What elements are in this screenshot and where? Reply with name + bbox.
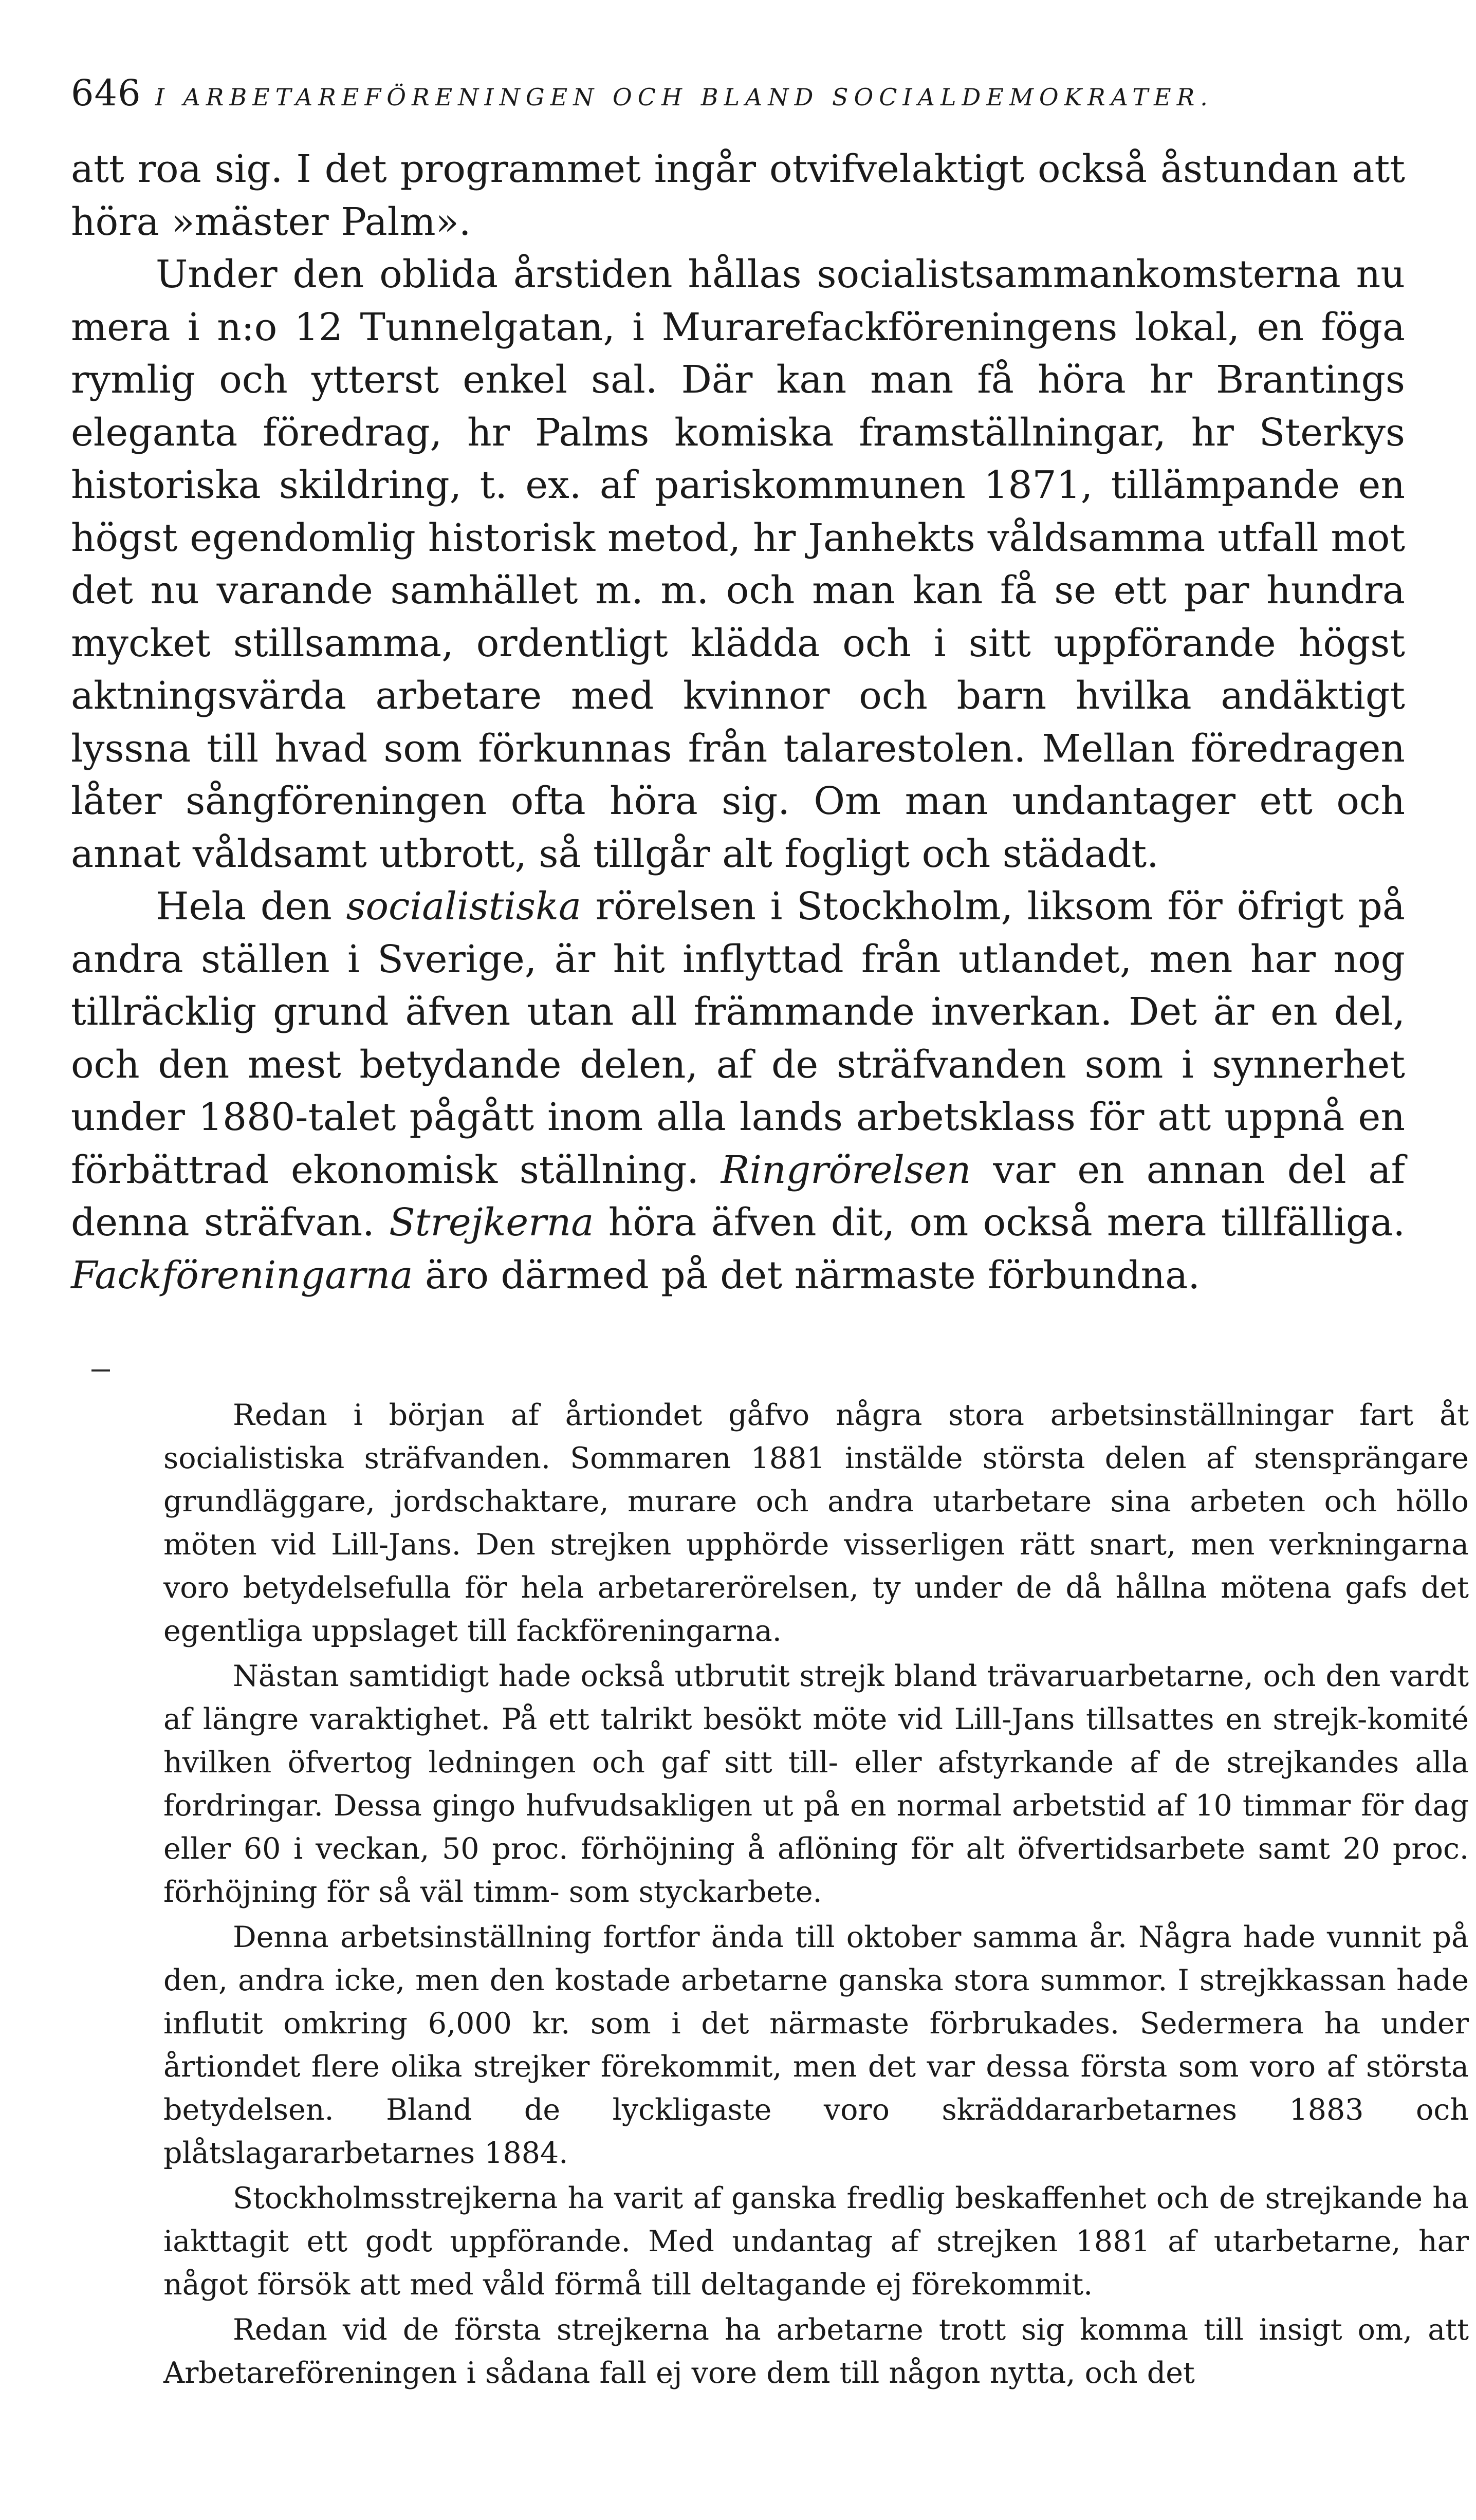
- footnote-paragraph-2: Nästan samtidigt hade också utbrutit strejk bland trävaruarbetarne, och den vardt af längre varaktighet. På ett talrikt besökt möte vid Lill-Jans tillsattes en strejk-komité hvilken öfvertog ledningen och gaf sitt till- eller afstyrkande af de strejkandes alla fordringar. Dessa gingo hufvudsakligen ut på en normal arbetstid af 10 timmar för dag eller 60 i veckan, 50 proc. förhöjning å aflöning för alt öfvertidsarbete samt 20 proc. förhöjning för så väl timm- som styckarbete.: [163, 1659, 1469, 1909]
- document-page: [71, 0, 1469, 2520]
- text-segment: att roa sig. I det programmet ingår otvifvelaktigt också åstundan att höra »mäster Palm».: [71, 147, 1405, 244]
- text-segment: Under den oblida årstiden hållas socialistsammankomsterna nu mera i n:o 12 Tunnelgatan, i Murarefackföreningens lokal, en föga rymlig och ytterst enkel sal. Där kan man få höra hr Brantings eleganta föredrag, hr Palms komiska framställningar, hr Sterkys historiska skildring, t. ex. af pariskommunen 1871, tillämpande en högst egendomlig historisk metod, hr Janhekts våldsamma utfall mot det nu varande samhället m. m. och man kan få se ett par hundra mycket stillsamma, ordentligt klädda och i sitt uppförande högst aktningsvärda arbetare med kvinnor och barn hvilka andäktigt lyssna till hvad som förkunnas från talarestolen. Mellan föredragen låter sångföreningen ofta höra sig. Om man undantager ett och annat våldsamt utbrott, så tillgår alt fogligt och städadt.: [71, 252, 1405, 876]
- text-segment: rörelsen i Stockholm, liksom för öfrigt på andra ställen i Sverige, är hit inflyttad från utlandet, men har nog tillräcklig grund äfven utan all främmande inverkan. Det är en del, och den mest betydande delen, af de sträfvanden som i synnerhet under 1880-talet pågått inom alla lands arbetsklass för att uppnå en förbättrad ekonomisk ställning.: [71, 884, 1405, 1192]
- page-header: [71, 72, 1405, 123]
- main-paragraph-1: [71, 143, 1405, 248]
- text-segment: var en annan del af denna sträfvan.: [71, 1147, 1405, 1245]
- footnote-paragraph-1: Redan i början af årtiondet gåfvo några stora arbetsinställningar fart åt socialistiska sträfvanden. Sommaren 1881 instälde största delen af stensprängare grundläggare, jordschaktare, murare och andra utarbetare sina arbeten och höllo möten vid Lill-Jans. Den strejken upphörde visserligen rätt snart, men verkningarna voro betydelsefulla för hela arbetarerörelsen, ty under de då hållna mötena gafs det egentliga uppslaget till fackföreningarna.: [163, 1398, 1469, 1648]
- margin-dash: [91, 1369, 110, 1372]
- italic-term: Fackföreningarna: [71, 1253, 413, 1298]
- italic-term: Strejkerna: [389, 1200, 594, 1245]
- italic-term: socialistiska: [346, 884, 581, 929]
- main-paragraph-2: [71, 248, 1405, 880]
- footnote-paragraph-4: Stockholmsstrejkerna ha varit af ganska fredlig beskaffenhet och de strejkande ha iakttagit ett godt uppförande. Med undantag af strejken 1881 af utarbetarne, har något försök att med våld förmå till deltagande ej förekommit.: [163, 2181, 1469, 2302]
- running-title: I ARBETAREFÖRENINGEN OCH BLAND SOCIALDEMOKRATER.: [155, 83, 1213, 111]
- italic-term: Ringrörelsen: [721, 1147, 971, 1192]
- footnote-block: [163, 1394, 1469, 2397]
- text-segment: äro därmed på det närmaste förbundna.: [413, 1253, 1200, 1298]
- text-segment: Hela den: [156, 884, 346, 929]
- page-number: 646: [71, 72, 141, 114]
- main-paragraph-3: [71, 880, 1405, 1302]
- text-segment: höra äfven dit, om också mera tillfälliga.: [594, 1200, 1406, 1245]
- main-text: [71, 143, 1405, 1302]
- footnote-paragraph-3: Denna arbetsinställning fortfor ända till oktober samma år. Några hade vunnit på den, andra icke, men den kostade arbetarne ganska stora summor. I strejkkassan hade influtit omkring 6,000 kr. som i det närmaste förbrukades. Sedermera ha under årtiondet flere olika strejker förekommit, men det var dessa första som voro af största betydelsen. Bland de lyckligaste voro skräddararbetarnes 1883 och plåtslagararbetarnes 1884.: [163, 1920, 1469, 2170]
- footnote-paragraph-5: Redan vid de första strejkerna ha arbetarne trott sig komma till insigt om, att Arbetareföreningen i sådana fall ej vore dem till någon nytta, och det: [163, 2313, 1469, 2390]
